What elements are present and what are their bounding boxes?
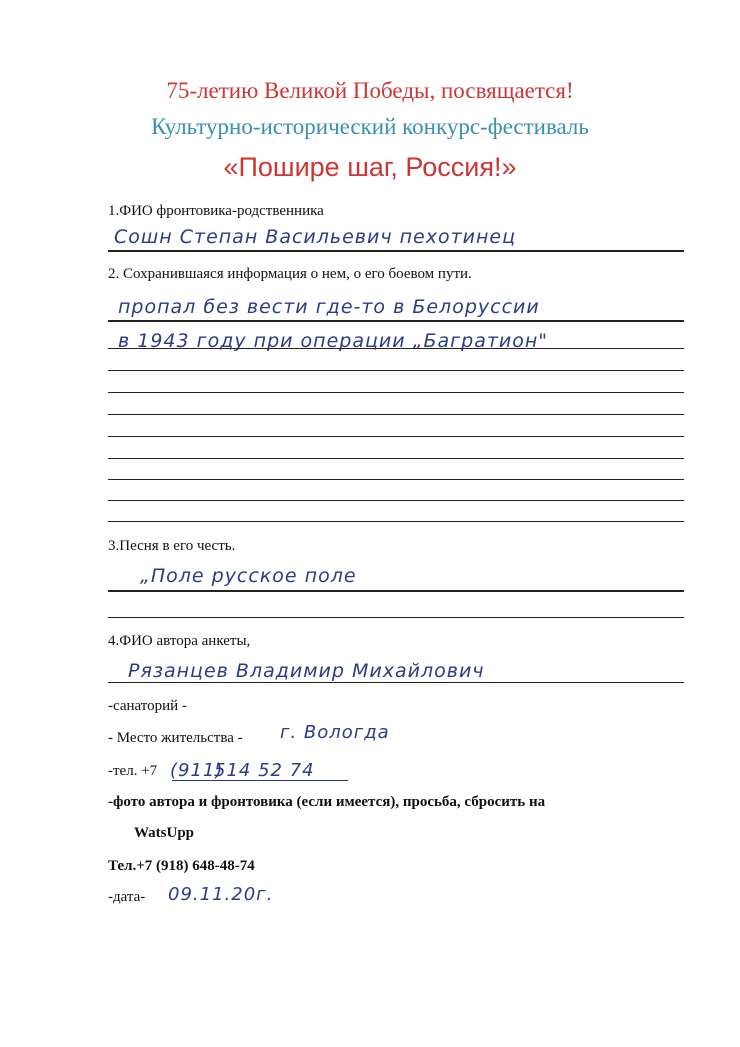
date-handwritten-answer: 09.11.20г. xyxy=(168,884,274,905)
q1-answer-line xyxy=(108,250,684,252)
q2-handwritten-line-1: пропал без вести где-то в Белоруссии xyxy=(118,296,540,318)
phone-underline xyxy=(172,780,348,781)
q3-answer-line-2 xyxy=(108,617,684,618)
q2-handwritten-line-2: в 1943 году при операции „Багратион" xyxy=(118,330,549,352)
q2-answer-line-7 xyxy=(108,458,684,459)
whatsapp-label: WatsUpp xyxy=(134,825,195,841)
header-line-3: «Пошире шаг, Россия!» xyxy=(223,152,517,182)
q2-answer-line-8 xyxy=(108,479,684,480)
q4-answer-line xyxy=(108,682,684,683)
q2-label: 2. Сохранившаяся информация о нем, о его боевом пути. xyxy=(108,266,472,282)
q3-handwritten-answer: „Поле русское поле xyxy=(140,565,357,587)
q2-answer-line-3 xyxy=(108,370,684,371)
q4-handwritten-answer: Рязанцев Владимир Михайлович xyxy=(128,660,485,682)
q2-answer-line-6 xyxy=(108,436,684,437)
sanatorium-label: -санаторий - xyxy=(108,698,187,714)
q4-label: 4.ФИО автора анкеты, xyxy=(108,633,251,649)
phone-label: -тел. +7 xyxy=(108,763,158,779)
q2-answer-line-2 xyxy=(108,348,684,349)
q1-label: 1.ФИО фронтовика-родственника xyxy=(108,203,324,219)
photo-note: -фото автора и фронтовика (если имеется), просьба, сбросить на xyxy=(108,794,546,810)
q2-answer-line-4 xyxy=(108,392,684,393)
header-line-1: 75-летию Великой Победы, посвящается! xyxy=(166,78,574,103)
date-label: -дата- xyxy=(108,889,146,905)
q3-label: 3.Песня в его честь. xyxy=(108,538,236,554)
residence-handwritten-answer: г. Вологда xyxy=(280,722,390,743)
q2-answer-line-5 xyxy=(108,414,684,415)
residence-label: - Место жительства - xyxy=(108,730,243,746)
q1-handwritten-answer: Сошн Степан Васильевич пехотинец xyxy=(114,226,517,248)
q3-answer-line-1 xyxy=(108,590,684,592)
q2-answer-line-10 xyxy=(108,521,684,522)
phone-code-handwritten: (911) xyxy=(170,760,224,781)
q2-answer-line-1 xyxy=(108,320,684,322)
header-line-2: Культурно-исторический конкурс-фестиваль xyxy=(151,114,589,139)
q2-answer-line-9 xyxy=(108,500,684,501)
phone-number-handwritten: 514 52 74 xyxy=(214,760,315,781)
contact-phone: Тел.+7 (918) 648-48-74 xyxy=(108,858,255,874)
